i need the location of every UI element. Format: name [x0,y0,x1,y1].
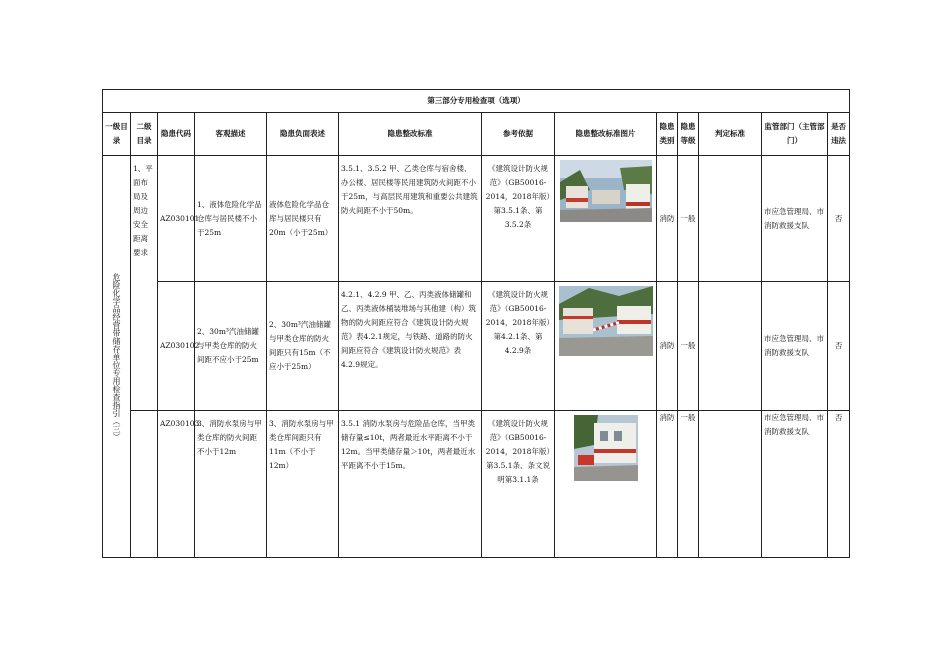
objective-cell: 2、30m³汽油储罐与甲类仓库的防火间距不应小于25m [195,282,267,411]
standard-cell: 3.5.1、3.5.2 甲、乙类仓库与宿舍楼、办公楼、居民楼等民用建筑防火间距不小于25m，与高层民用建筑和重要公共建筑防火间距不小于50m。 [339,156,482,282]
judge-cell [699,411,762,558]
code-cell: AZ030103 [158,411,195,558]
judge-cell [699,282,762,411]
header-dept: 监管部门（主管部门） [762,113,828,156]
category-cell: 消防 [657,411,678,558]
header-reference: 参考依据 [482,113,555,156]
code-cell: AZ030102 [158,282,195,411]
header-judge: 判定标准 [699,113,762,156]
header-objective: 客观描述 [195,113,267,156]
inspection-table [102,89,850,558]
reference-cell: 《建筑设计防火规范》（GB50016-2014，2018年版）第4.2.1条、第4.2.9条 [482,282,555,411]
negative-cell: 2、30m³汽油储罐与甲类仓库的防火间距只有15m（不应小于25m） [267,282,339,411]
objective-cell: 3、消防水泵房与甲类仓库的防火间距不小于12m [195,411,267,558]
dept-cell: 市应急管理局、市消防救援支队 [762,282,828,411]
grade-cell: 一般 [678,282,699,411]
header-code: 隐患代码 [158,113,195,156]
standard-cell: 3.5.1 消防水泵房与危险品仓库，当甲类储存量≤10t，两者最近水平距离不小于12m。当甲类储存量＞10t，两者最近水平距离不小于15m。 [339,411,482,558]
image-cell [555,282,657,411]
header-image: 隐患整改标准图片 [555,113,657,156]
negative-cell: 液体危险化学品仓库与居民楼只有20m（小于25m） [267,156,339,282]
header-category: 隐患类别 [657,113,678,156]
header-level2: 二级目录 [131,113,158,156]
grade-cell: 一般 [678,411,699,558]
header-grade: 隐患等级 [678,113,699,156]
photo-tank-area [559,286,653,356]
photo-warehouse-courtyard [560,160,652,222]
level1-text: 危险化学品经营带储存单位专用检查指引（三） [112,272,121,441]
table-row [103,282,850,411]
code-cell: AZ030101 [158,156,195,282]
level2-cell [131,156,158,411]
table-title: 第三部分专用检查项（选项） [103,90,850,113]
table-row [103,156,850,282]
veto-cell: 否 [828,156,850,282]
header-veto: 是否违法 [828,113,850,156]
level1-cell [103,156,131,558]
reference-cell: 《建筑设计防火规范》（GB50016-2014，2018年版）第3.5.1条、条文说明第3.1.1条 [482,411,555,558]
category-cell: 消防 [657,282,678,411]
dept-cell: 市应急管理局、市消防救援支队 [762,411,828,558]
image-cell [555,156,657,282]
reference-cell: 《建筑设计防火规范》（GB50016-2014，2018年版）第3.5.1条、第3.5.2条 [482,156,555,282]
objective-cell: 1、液体危险化学品仓库与居民楼不小于25m [195,156,267,282]
table-row [103,411,850,558]
grade-cell: 一般 [678,156,699,282]
dept-cell: 市应急管理局、市消防救援支队 [762,156,828,282]
photo-pump-house [574,415,638,481]
category-cell: 消防 [657,156,678,282]
veto-cell: 否 [828,411,850,558]
image-cell [555,411,657,558]
veto-cell: 否 [828,282,850,411]
judge-cell [699,156,762,282]
level2-cell-empty [131,411,158,558]
header-level1: 一级目录 [103,113,131,156]
header-negative: 隐患负面表述 [267,113,339,156]
negative-cell: 3、消防水泵房与甲类仓库间距只有11m（不小于12m） [267,411,339,558]
standard-cell: 4.2.1、4.2.9 甲、乙、丙类液体储罐和乙、丙类液体桶装堆场与其他建（构）筑物的防火间距应符合《建筑设计防火规范》表4.2.1规定，与铁路、道路的防火间距应符合《建筑设计防火规范》表4.2.9规定。 [339,282,482,411]
header-standard: 隐患整改标准 [339,113,482,156]
level2-text: 1、平面布局及周边安全距离要求 [133,164,153,257]
